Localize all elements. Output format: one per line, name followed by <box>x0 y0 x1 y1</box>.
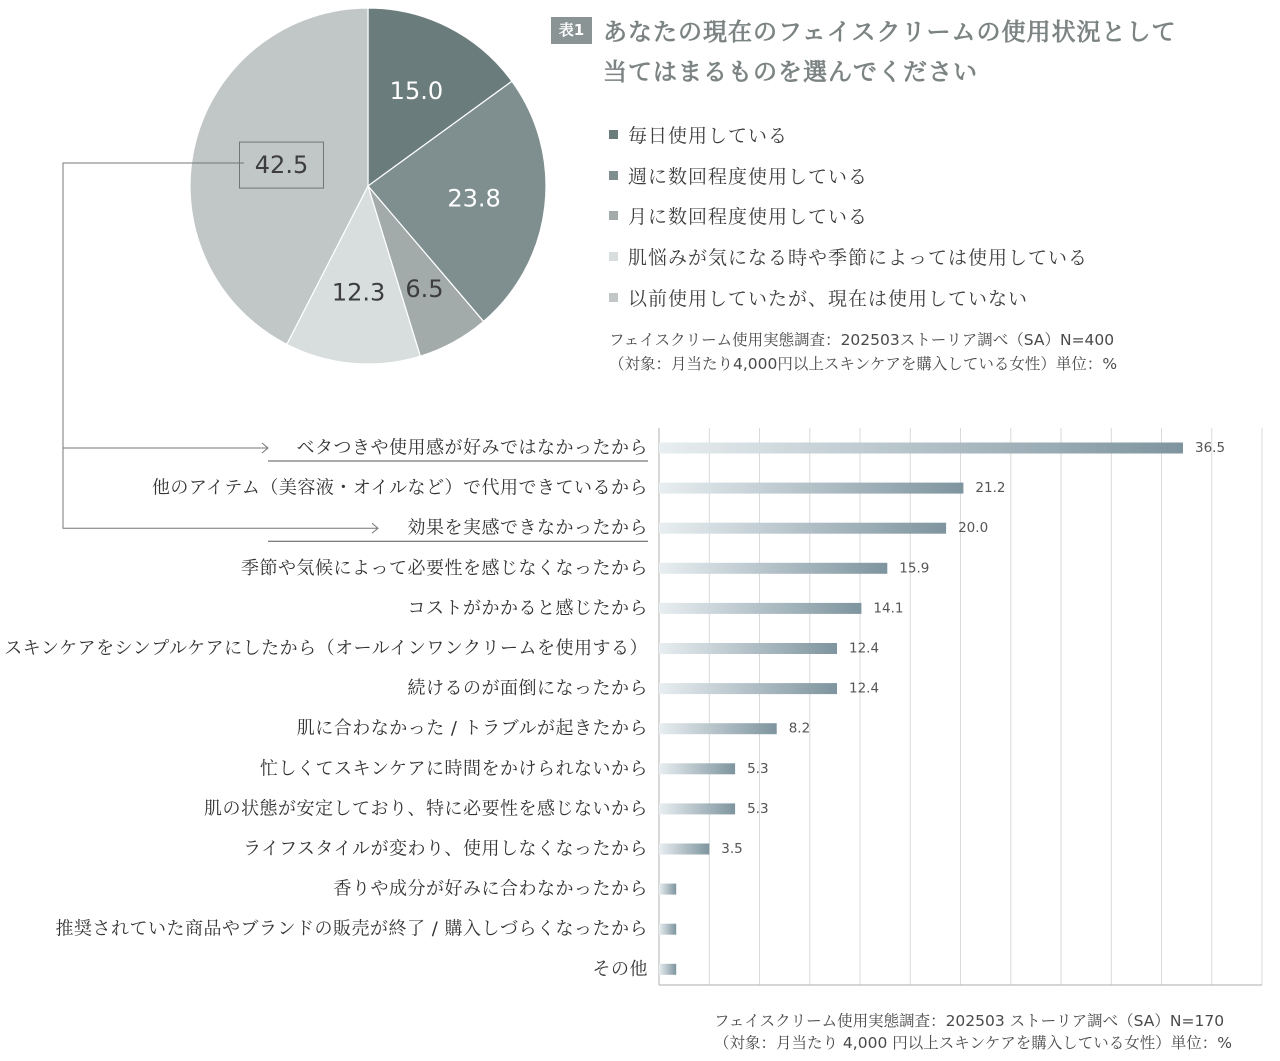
category-label: 他のアイテム（美容液・オイルなど）で代用できているから <box>151 477 648 499</box>
bar <box>659 643 837 654</box>
bar <box>659 844 709 855</box>
bar-value-label: 12.4 <box>849 640 880 657</box>
legend-label: 週に数回程度使用している <box>628 165 869 188</box>
bar <box>659 924 676 935</box>
bar <box>659 523 946 534</box>
bar-target-note: （対象：月当たり 4,000 円以上スキンケアを購入している女性）単位：% <box>714 1034 1232 1052</box>
connector-line <box>63 163 378 528</box>
bar <box>659 683 837 694</box>
title-line-2: 当てはまるものを選んでください <box>603 58 978 86</box>
pie-value-label: 12.3 <box>331 278 386 307</box>
legend-label: 月に数回程度使用している <box>628 206 869 229</box>
pie-value-label: 23.8 <box>447 184 501 213</box>
pie-value-label: 42.5 <box>254 151 309 180</box>
bar-value-label: 5.3 <box>747 800 769 817</box>
category-label: 季節や気候によって必要性を感じなくなったから <box>241 557 648 579</box>
bar <box>659 563 887 574</box>
pie-target-note: （対象：月当たり4,000円以上スキンケアを購入している女性）単位：% <box>609 355 1118 373</box>
bar-source-note: フェイスクリーム使用実態調査：202503 ストーリア調べ（SA）N=170 <box>714 1012 1225 1030</box>
bar <box>659 803 735 814</box>
pie-value-label: 6.5 <box>405 275 444 303</box>
bar <box>659 443 1183 454</box>
bar-value-label: 15.9 <box>899 560 930 577</box>
bar <box>659 964 676 975</box>
bar <box>659 483 963 494</box>
category-label: スキンケアをシンプルケアにしたから（オールインワンクリームを使用する） <box>4 638 648 659</box>
bar <box>659 723 777 734</box>
bar-value-label: 5.3 <box>747 760 769 777</box>
bar <box>659 603 861 614</box>
category-label: 忙しくてスキンケアに時間をかけられないから <box>260 758 648 780</box>
pie-value-label: 15.0 <box>389 76 444 105</box>
bar-value-label: 12.4 <box>849 680 880 697</box>
bar-value-label: 36.5 <box>1195 440 1226 456</box>
category-label: ベタつきや使用感が好みではなかったから <box>296 437 648 459</box>
legend-label: 以前使用していたが、現在は使用していない <box>628 288 1029 311</box>
category-label: ライフスタイルが変わり、使用しなくなったから <box>243 838 648 860</box>
bar <box>659 884 676 895</box>
pie-source-note: フェイスクリーム使用実態調査：202503ストーリア調べ（SA）N=400 <box>609 331 1115 349</box>
bar <box>659 763 735 774</box>
title-line-1: あなたの現在のフェイスクリームの使用状況として <box>603 18 1177 46</box>
bar-value-label: 20.0 <box>958 520 989 537</box>
bar-value-label: 8.2 <box>788 720 811 737</box>
category-label: 肌に合わなかった / トラブルが起きたから <box>296 718 648 740</box>
category-label: 続けるのが面倒になったから <box>407 678 648 700</box>
category-label: その他 <box>592 958 648 980</box>
legend-label: 肌悩みが気になる時や季節によっては使用している <box>628 247 1089 270</box>
category-label: 肌の状態が安定しており、特に必要性を感じないから <box>204 798 648 820</box>
table-number-tag: 表1 <box>551 17 592 44</box>
bar-value-label: 3.5 <box>721 841 743 857</box>
category-label: 香りや成分が好みに合わなかったから <box>333 878 648 900</box>
category-label: 推奨されていた商品やブランドの販売が終了 / 購入しづらくなったから <box>55 918 648 940</box>
legend-label: 毎日使用している <box>628 124 789 147</box>
category-label: コストがかかると感じたから <box>407 597 648 619</box>
category-label: 効果を実感できなかったから <box>407 517 648 539</box>
bar-value-label: 21.2 <box>975 480 1006 497</box>
bar-value-label: 14.1 <box>873 600 904 617</box>
